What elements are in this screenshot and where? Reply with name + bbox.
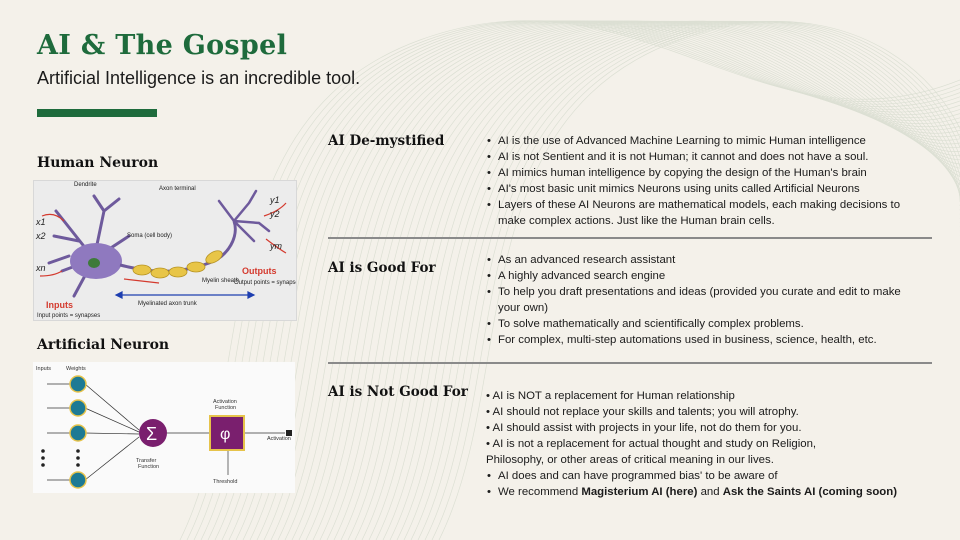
list-item: • To solve mathematically and scientifically complex problems. (486, 316, 926, 332)
list-item: • AI is the use of Advanced Machine Learning to mimic Human intelligence (486, 133, 926, 149)
list-demystified (486, 133, 926, 229)
transfer-label-2: Function (138, 464, 160, 470)
xn-label: xn (36, 263, 46, 273)
recommend-item (486, 484, 926, 500)
list-item-continuation: Philosophy, or other areas of critical meaning in our lives. (486, 454, 774, 466)
axon-terminal-label: Axon terminal (159, 186, 196, 192)
x2-label: x2 (36, 231, 46, 241)
list-item: • AI should assist with projects in your life, not do them for you. (486, 422, 802, 434)
soma-label: Soma (cell body) (127, 233, 173, 239)
list-item: • AI does and can have programmed bias' to be aware of (486, 468, 926, 484)
section-divider (328, 237, 932, 239)
activation-output-label: Activation (267, 436, 291, 442)
page-title: AI & The Gospel (37, 30, 288, 61)
artificial-neuron-image (33, 362, 295, 493)
activation-fn-label: Activation (213, 399, 237, 405)
section-title-good-for: AI is Good For (328, 260, 436, 276)
list-item: • AI should not replace your skills and talents; you will atrophy. (486, 406, 799, 418)
list-not-good-for (486, 388, 926, 500)
list-item: • To help you draft presentations and ideas (provided you curate and edit to make your own) (486, 284, 926, 316)
ym-label: ym (270, 241, 282, 251)
inputs-note: Input points = synapses (37, 313, 101, 319)
dendrite-label: Dendrite (74, 182, 97, 188)
trunk-label: Myelinated axon trunk (138, 301, 197, 307)
list-item: • AI is not a replacement for actual thought and study on Religion, (486, 438, 817, 450)
section-divider (328, 362, 932, 364)
section-title-not-good-for: AI is Not Good For (328, 384, 468, 400)
list-item: • Layers of these AI Neurons are mathematical models, each making decisions to make complex actions. Just like the Human brain cells. (486, 197, 926, 229)
page-subtitle: Artificial Intelligence is an incredible tool. (37, 68, 361, 88)
myelin-label: Myelin sheath (202, 278, 240, 284)
list-item: • AI's most basic unit mimics Neurons using units called Artificial Neurons (486, 181, 926, 197)
list-item: • AI is NOT a replacement for Human relationship (486, 390, 735, 402)
weights-header: Weights (66, 366, 86, 372)
list-item: • AI mimics human intelligence by copying the design of the Human's brain (486, 165, 926, 181)
recommend-mid: and (697, 486, 723, 498)
artificial-neuron-label: Artificial Neuron (37, 337, 170, 353)
y1-label: y1 (270, 195, 280, 205)
accent-bar (37, 109, 157, 117)
list-item: • A highly advanced search engine (486, 268, 926, 284)
sigma-symbol: Σ (146, 424, 158, 444)
x1-label: x1 (36, 217, 46, 227)
magisterium-link[interactable]: Magisterium AI (here) (581, 486, 698, 498)
threshold-label: Threshold (213, 479, 238, 485)
recommend-prefix: We recommend (498, 486, 582, 498)
outputs-label: Outputs (242, 266, 277, 276)
list-good-for (486, 252, 926, 348)
list-item: • AI is not Sentient and it is not Human; it cannot and does not have a soul. (486, 149, 926, 165)
section-title-demystified: AI De-mystified (328, 133, 445, 149)
transfer-label: Transfer (136, 458, 157, 464)
human-neuron-image (33, 180, 297, 321)
list-item: • As an advanced research assistant (486, 252, 926, 268)
activation-fn-label-2: Function (215, 405, 237, 411)
outputs-note: Output points = synapses (234, 280, 296, 286)
inputs-label: Inputs (46, 300, 73, 310)
ask-saints-link[interactable]: Ask the Saints AI (coming soon) (722, 486, 898, 498)
list-item: • For complex, multi-step automations used in business, science, health, etc. (486, 332, 926, 348)
weight-nodes (70, 376, 86, 488)
y2-label: y2 (270, 209, 280, 219)
inputs-header: Inputs (36, 366, 51, 372)
phi-symbol: φ (220, 426, 231, 443)
human-neuron-label: Human Neuron (37, 155, 159, 171)
